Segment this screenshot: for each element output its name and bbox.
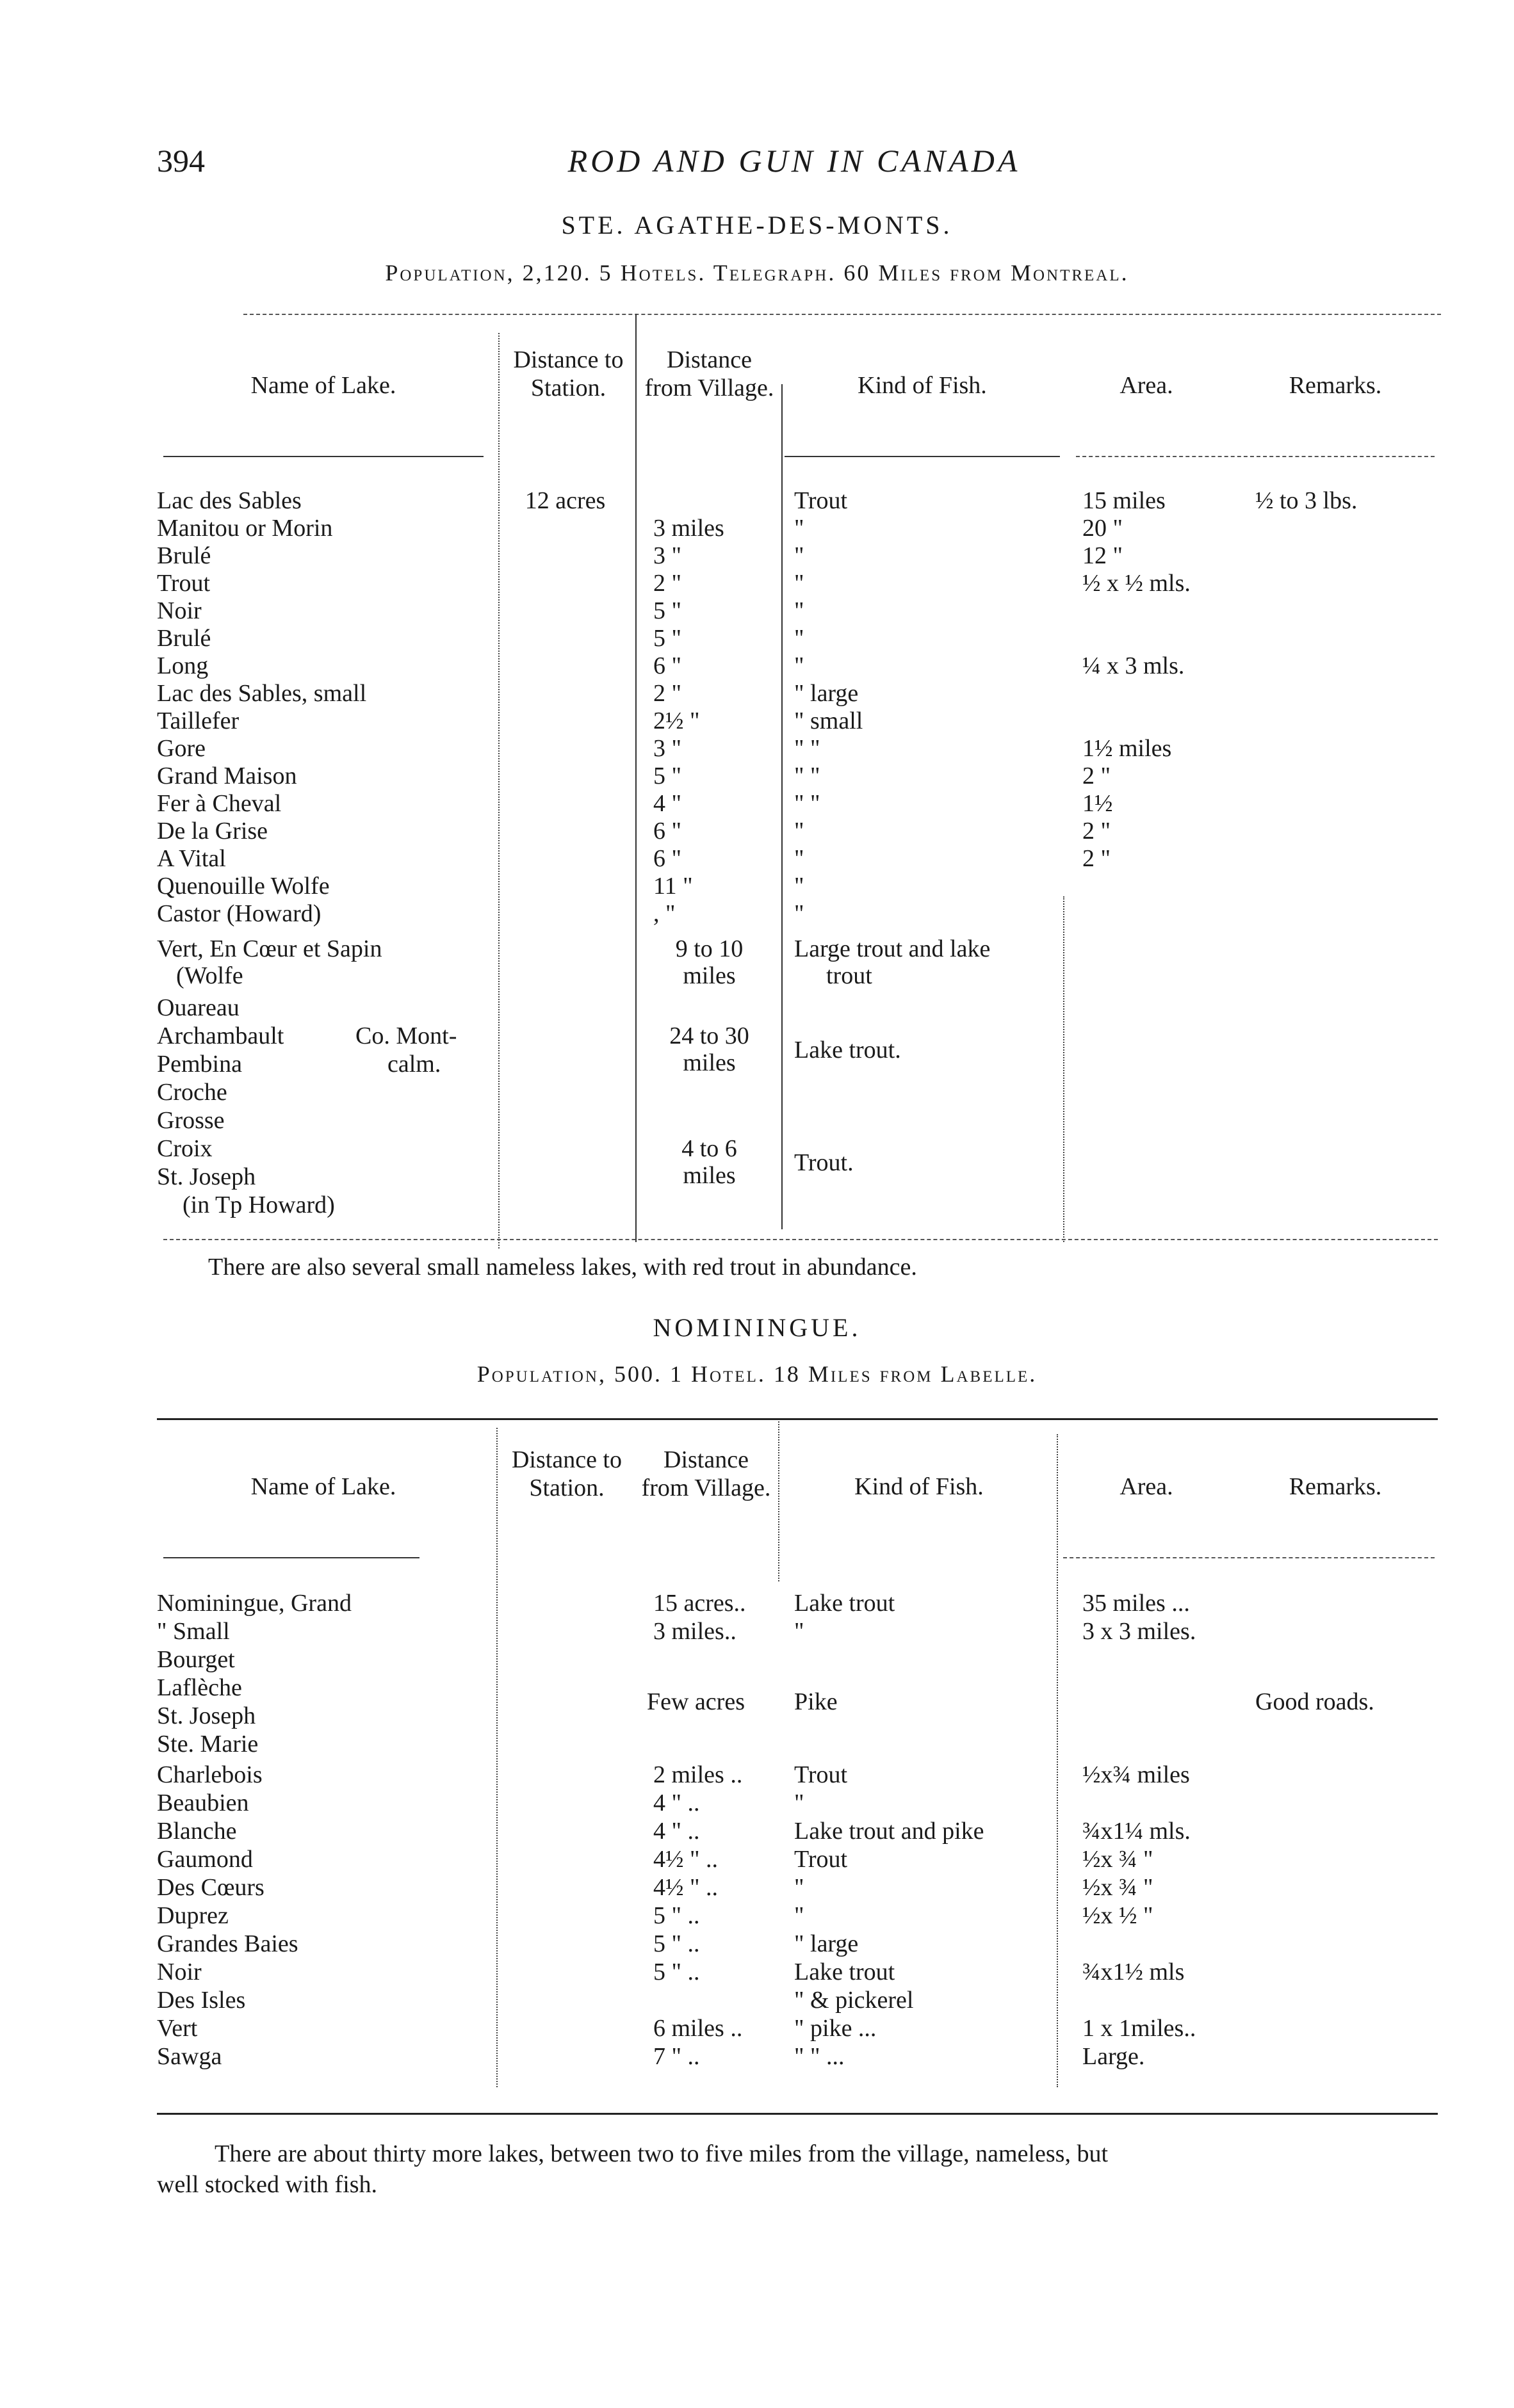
col-header-area: Area. — [1119, 372, 1173, 399]
row-area: 1½ miles — [1082, 735, 1172, 762]
row-distance-village: 15 acres.. — [653, 1590, 746, 1617]
col-header-lake: Name of Lake. — [250, 1473, 396, 1500]
column-rule — [496, 1428, 498, 2087]
row-area: 35 miles ... — [1082, 1590, 1190, 1617]
row-distance-village: 3 miles.. — [653, 1618, 737, 1645]
row-area: ½x¾ miles — [1082, 1761, 1190, 1788]
row-area: 20 " — [1082, 515, 1123, 542]
column-rule — [781, 384, 783, 1229]
row-fish: " — [794, 1874, 804, 1901]
group-lake-line: Ouareau — [157, 994, 240, 1021]
row-distance-village: 4 " — [653, 790, 682, 817]
row-fish: Lake trout — [794, 1959, 895, 1985]
group-lake-line: Vert, En Cœur et Sapin — [157, 935, 382, 962]
group-lake-line: Bourget — [157, 1646, 235, 1673]
group-lake-line: Grosse — [157, 1107, 225, 1134]
group-lake-line: (Wolfe — [176, 962, 243, 989]
group-lake-line: St. Joseph — [157, 1163, 256, 1190]
row-fish: " & pickerel — [794, 1987, 914, 2014]
col-header-distance-station: Distance to Station. — [511, 1446, 622, 1501]
row-distance-village: 2 " — [653, 570, 682, 597]
row-fish: " large — [794, 1930, 859, 1957]
group-fish: Pike — [794, 1688, 838, 1715]
group-village-distance: Few acres — [647, 1688, 745, 1715]
section-note-ste-agathe: There are also several small nameless lakes, with red trout in abundance. — [208, 1254, 917, 1281]
row-area: ½ x ½ mls. — [1082, 570, 1191, 597]
row-lake-name: Des Isles — [157, 1987, 246, 2014]
row-lake-name: Grandes Baies — [157, 1930, 298, 1957]
group-fish: Large trout and lake — [794, 935, 991, 962]
section-info-nominingue: Population, 500. 1 Hotel. 18 Miles from Labelle. — [476, 1361, 1038, 1387]
group-village-distance: miles — [683, 1049, 736, 1076]
row-lake-name: Trout — [157, 570, 211, 597]
section-title-nominingue: NOMININGUE. — [653, 1313, 861, 1342]
col-header-distance-village: Distance from Village. — [641, 1446, 771, 1501]
journal-title: ROD AND GUN IN CANADA — [567, 143, 1021, 179]
row-fish: " — [794, 818, 804, 844]
row-fish: " " — [794, 735, 820, 762]
row-area: 1 x 1miles.. — [1082, 2015, 1196, 2042]
row-distance-village: 6 " — [653, 845, 682, 872]
group-lake-line: Croche — [157, 1079, 227, 1106]
row-lake-name: Manitou or Morin — [157, 515, 333, 542]
column-rule — [1057, 1434, 1058, 2087]
row-lake-name: Sawga — [157, 2043, 222, 2070]
row-lake-name: Fer à Cheval — [157, 790, 282, 817]
row-fish: " — [794, 597, 804, 624]
row-lake-name: Long — [157, 652, 209, 679]
col-header-distance-village: Distance from Village. — [644, 346, 774, 401]
col-header-remarks: Remarks. — [1289, 1473, 1382, 1500]
row-lake-name: Lac des Sables, small — [157, 680, 367, 707]
row-distance-village: 2½ " — [653, 707, 700, 734]
row-distance-village: 7 " .. — [653, 2043, 700, 2070]
row-fish: " — [794, 1790, 804, 1816]
row-lake-name: Des Cœurs — [157, 1874, 265, 1901]
row-distance-village: 5 " .. — [653, 1959, 700, 1985]
group-lake-line: Croix — [157, 1135, 213, 1162]
row-area: 3 x 3 miles. — [1082, 1618, 1196, 1645]
row-lake-name: Vert — [157, 2015, 198, 2042]
table-top-rule — [157, 1418, 1438, 1420]
row-fish: " small — [794, 707, 863, 734]
row-fish: " — [794, 900, 804, 927]
county-note: calm. — [387, 1051, 441, 1078]
row-distance-village: 3 " — [653, 735, 682, 762]
county-note: Co. Mont- — [355, 1022, 457, 1049]
section-note-line: well stocked with fish. — [157, 2171, 378, 2198]
row-lake-name: Quenouille Wolfe — [157, 873, 330, 900]
column-rule — [498, 333, 500, 1248]
row-area: 2 " — [1082, 763, 1111, 789]
section-note-line: There are about thirty more lakes, between two to five miles from the village, nameless, but — [215, 2140, 1108, 2167]
group-fish: Trout. — [794, 1149, 854, 1176]
section-title-ste-agathe: STE. AGATHE-DES-MONTS. — [561, 211, 953, 239]
group-village-distance: miles — [683, 1162, 736, 1189]
col-header-area: Area. — [1119, 1473, 1173, 1500]
row-lake-name: Castor (Howard) — [157, 900, 322, 927]
row-fish: " — [794, 1902, 804, 1929]
row-distance-village: 3 " — [653, 542, 682, 569]
row-fish: Lake trout and pike — [794, 1818, 984, 1845]
header-rule — [785, 456, 1060, 457]
table-top-rule — [243, 314, 1441, 315]
col-header-fish: Kind of Fish. — [854, 1473, 984, 1500]
row-distance-village: 5 " — [653, 597, 682, 624]
group-lake-line: (in Tp Howard) — [183, 1192, 335, 1218]
row-lake-name: Brulé — [157, 542, 211, 569]
row-fish: " large — [794, 680, 859, 707]
row-fish: " — [794, 1618, 804, 1645]
group-lake-line: Laflèche — [157, 1674, 242, 1701]
row-distance-village: 4½ " .. — [653, 1874, 719, 1901]
row-fish: Lake trout — [794, 1590, 895, 1617]
row-distance-village: 2 miles .. — [653, 1761, 743, 1788]
row-fish: " — [794, 845, 804, 872]
row-lake-name: De la Grise — [157, 818, 268, 844]
row-lake-name: Charlebois — [157, 1761, 263, 1788]
row-area: 2 " — [1082, 818, 1111, 844]
row-lake-name: Noir — [157, 1959, 202, 1985]
row-fish: " — [794, 873, 804, 900]
group-lake-line: St. Joseph — [157, 1702, 256, 1729]
row-fish: " pike ... — [794, 2015, 877, 2042]
col-header-remarks: Remarks. — [1289, 372, 1382, 399]
row-lake-name: Blanche — [157, 1818, 237, 1845]
row-lake-name: " Small — [157, 1618, 230, 1645]
row-lake-name: Lac des Sables — [157, 487, 302, 514]
row-distance-station: 12 acres — [525, 487, 606, 514]
group-village-distance: 9 to 10 — [675, 935, 744, 962]
row-fish: Trout — [794, 1846, 848, 1873]
page-number: 394 — [157, 143, 205, 179]
row-area: ¾x1½ mls — [1082, 1959, 1185, 1985]
row-fish: " — [794, 652, 804, 679]
group-lake-line: Pembina — [157, 1051, 242, 1078]
group-village-distance: 4 to 6 — [681, 1135, 737, 1162]
row-distance-village: 5 " .. — [653, 1902, 700, 1929]
header-rule — [1076, 456, 1435, 457]
row-distance-village: 4 " .. — [653, 1818, 700, 1845]
section-info-ste-agathe: Population, 2,120. 5 Hotels. Telegraph. 60 Miles from Montreal. — [385, 260, 1129, 286]
row-distance-village: 6 " — [653, 818, 682, 844]
row-distance-village: 6 miles .. — [653, 2015, 743, 2042]
row-fish: " — [794, 515, 804, 542]
row-lake-name: Nominingue, Grand — [157, 1590, 352, 1617]
row-distance-village: 6 " — [653, 652, 682, 679]
col-header-lake: Name of Lake. — [250, 372, 396, 399]
row-lake-name: Brulé — [157, 625, 211, 652]
row-fish: Trout — [794, 1761, 848, 1788]
group-fish: trout — [826, 962, 872, 989]
row-area: ¾x1¼ mls. — [1082, 1818, 1191, 1845]
row-fish: " " — [794, 763, 820, 789]
row-distance-village: 11 " — [653, 873, 693, 900]
row-lake-name: Taillefer — [157, 707, 240, 734]
row-area: ¼ x 3 mls. — [1082, 652, 1185, 679]
row-area: ½x ¾ " — [1082, 1846, 1153, 1873]
row-fish: " " — [794, 790, 820, 817]
row-area: 15 miles — [1082, 487, 1166, 514]
row-distance-village: 4 " .. — [653, 1790, 700, 1816]
row-fish: " — [794, 542, 804, 569]
row-lake-name: Grand Maison — [157, 763, 297, 789]
row-lake-name: A Vital — [157, 845, 226, 872]
row-fish: " — [794, 570, 804, 597]
row-distance-village: 5 " — [653, 625, 682, 652]
row-distance-village: 3 miles — [653, 515, 724, 542]
row-lake-name: Noir — [157, 597, 202, 624]
col-header-distance-station: Distance to Station. — [513, 346, 624, 401]
column-rule — [635, 314, 637, 1242]
header-rule — [163, 1557, 419, 1558]
group-fish: Lake trout. — [794, 1037, 901, 1063]
row-distance-village: 4½ " .. — [653, 1846, 719, 1873]
group-lake-line: Ste. Marie — [157, 1731, 259, 1758]
group-lake-line: Archambault — [157, 1022, 284, 1049]
row-lake-name: Duprez — [157, 1902, 229, 1929]
group-village-distance: miles — [683, 962, 736, 989]
group-remarks: Good roads. — [1255, 1688, 1374, 1715]
running-head — [157, 142, 1431, 187]
row-lake-name: Gore — [157, 735, 206, 762]
header-rule — [1063, 1557, 1435, 1558]
table-bottom-rule — [163, 1239, 1438, 1240]
column-rule — [778, 1421, 779, 1581]
row-fish: " " ... — [794, 2043, 845, 2070]
row-area: ½x ¾ " — [1082, 1874, 1153, 1901]
group-village-distance: 24 to 30 — [669, 1022, 749, 1049]
row-distance-village: , " — [653, 900, 676, 927]
row-area: 2 " — [1082, 845, 1111, 872]
col-header-fish: Kind of Fish. — [858, 372, 987, 399]
row-fish: Trout — [794, 487, 848, 514]
row-lake-name: Gaumond — [157, 1846, 253, 1873]
row-distance-village: 5 " .. — [653, 1930, 700, 1957]
row-fish: " — [794, 625, 804, 652]
row-distance-village: 5 " — [653, 763, 682, 789]
row-distance-village: 2 " — [653, 680, 682, 707]
row-area: ½x ½ " — [1082, 1902, 1153, 1929]
column-rule — [1063, 896, 1064, 1242]
row-remarks: ½ to 3 lbs. — [1255, 487, 1358, 514]
row-lake-name: Beaubien — [157, 1790, 249, 1816]
row-area: Large. — [1082, 2043, 1145, 2070]
table-bottom-rule — [157, 2113, 1438, 2115]
row-area: 1½ — [1082, 790, 1113, 817]
header-rule — [163, 456, 484, 457]
row-area: 12 " — [1082, 542, 1123, 569]
